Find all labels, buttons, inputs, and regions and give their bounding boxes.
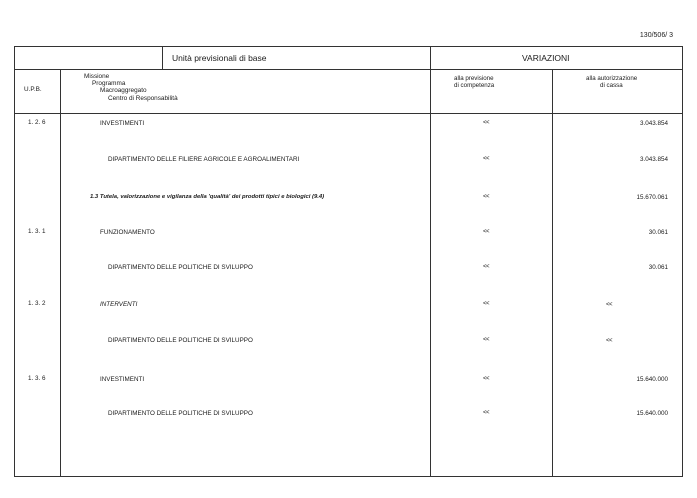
row-3-desc: 1.3 Tutela, valorizzazione e vigilanza della 'qualità' dei prodotti tipici e biologici (9.4)	[90, 194, 325, 200]
variazioni-title: VARIAZIONI	[522, 53, 570, 63]
table-left-border	[14, 46, 15, 477]
column-divider-upb	[60, 69, 61, 477]
column-divider-cassa	[552, 69, 553, 477]
row-8-upb: 1. 3. 6	[28, 375, 46, 382]
row-9-competenza: <<	[483, 410, 490, 416]
page-number: 130/506/ 3	[639, 32, 673, 39]
row-3-competenza: <<	[483, 194, 490, 200]
header-divider-upper	[14, 69, 683, 70]
unita-title: Unità previsionali di base	[172, 53, 267, 63]
row-1-cassa: 3.043.854	[639, 120, 668, 127]
row-1-upb: 1. 2. 6	[28, 119, 46, 126]
row-7-desc: DIPARTIMENTO DELLE POLITICHE DI SVILUPPO	[108, 337, 253, 344]
cassa-header-line1: alla autorizzazione	[586, 75, 638, 82]
row-4-upb: 1. 3. 1	[28, 228, 46, 235]
row-6-desc: INTERVENTI	[100, 301, 138, 308]
hierarchy-missione: Missione	[84, 73, 110, 80]
row-7-cassa: <<	[606, 338, 613, 344]
row-2-desc: DIPARTIMENTO DELLE FILIERE AGRICOLE E AGROALIMENTARI	[108, 156, 300, 163]
row-2-cassa: 3.043.854	[639, 156, 668, 163]
row-6-competenza: <<	[483, 301, 490, 307]
row-2-competenza: <<	[483, 156, 490, 162]
table-bottom-border	[14, 476, 683, 477]
row-1-competenza: <<	[483, 120, 490, 126]
header-divider-lower	[14, 113, 683, 114]
table-right-border	[682, 46, 683, 477]
column-divider-tick	[162, 46, 163, 69]
hierarchy-macroaggregato: Macroaggregato	[100, 87, 147, 94]
row-8-competenza: <<	[483, 376, 490, 382]
column-divider-variazioni	[430, 46, 431, 477]
row-7-competenza: <<	[483, 337, 490, 343]
row-4-cassa: 30.061	[648, 229, 668, 236]
row-1-desc: INVESTIMENTI	[100, 120, 145, 127]
upb-label: U.P.B.	[24, 86, 42, 93]
row-6-cassa: <<	[606, 302, 613, 308]
row-5-desc: DIPARTIMENTO DELLE POLITICHE DI SVILUPPO	[108, 264, 253, 271]
table-top-border	[14, 46, 683, 47]
row-8-desc: INVESTIMENTI	[100, 376, 145, 383]
competenza-header-line2: di competenza	[454, 82, 495, 89]
row-4-competenza: <<	[483, 229, 490, 235]
row-9-desc: DIPARTIMENTO DELLE POLITICHE DI SVILUPPO	[108, 410, 253, 417]
row-6-upb: 1. 3. 2	[28, 300, 46, 307]
row-8-cassa: 15.640.000	[636, 376, 668, 383]
row-5-cassa: 30.061	[648, 264, 668, 271]
competenza-header-line1: alla previsione	[454, 75, 494, 82]
row-4-desc: FUNZIONAMENTO	[100, 229, 155, 236]
hierarchy-centro: Centro di Responsabilità	[108, 95, 178, 102]
row-9-cassa: 15.640.000	[636, 410, 668, 417]
row-5-competenza: <<	[483, 264, 490, 270]
row-3-cassa: 15.670.061	[636, 194, 668, 201]
cassa-header-line2: di cassa	[600, 82, 623, 89]
hierarchy-programma: Programma	[92, 80, 126, 87]
